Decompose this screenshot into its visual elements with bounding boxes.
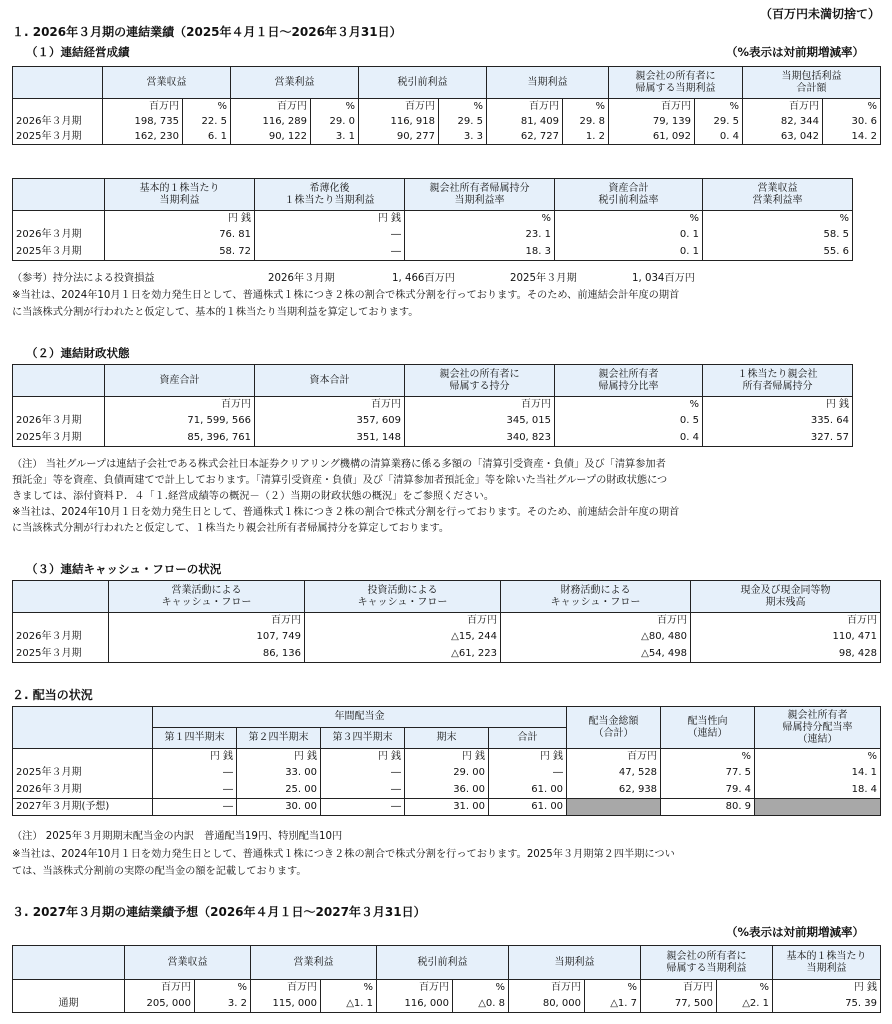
stock-split-note-line: に当該株式分割が行われたと仮定して、基本的１株当たり当期利益を算定しております。: [12, 307, 419, 318]
table-cell: 0. 4: [555, 430, 703, 447]
unit-cell: 百万円: [103, 99, 183, 115]
header-annual-dividends: 年間配当金: [153, 707, 567, 728]
table-cell: △54, 498: [501, 646, 691, 663]
table-cell: 0. 5: [555, 413, 703, 430]
unit-cell: 円 銭: [773, 980, 881, 996]
table-cell: 198, 735: [103, 115, 183, 130]
stock-split-note-line: ては、当該株式分割前の実際の配当金の額を記載しております。: [12, 866, 307, 877]
row-label: 2026年３月期: [13, 782, 153, 799]
financial-position-note-line: きましては、添付資料Ｐ．４「１.経営成績等の概況－（２）当期の財政状態の概況」をご参照ください。: [12, 491, 495, 502]
table-cell: 351, 148: [255, 430, 405, 447]
forecast-table: [12, 945, 881, 1013]
row-label: 2027年３月期(予想): [13, 799, 153, 816]
table-cell: 62, 938: [567, 782, 661, 799]
unit-cell: 百万円: [487, 99, 563, 115]
table-cell: 29. 5: [439, 115, 487, 130]
unit-cell: %: [661, 749, 755, 765]
header-doe: 親会社所有者 帰属持分配当率 （連結）: [755, 707, 881, 749]
table-cell: ―: [153, 765, 237, 782]
unit-cell: %: [823, 99, 881, 115]
operating-results-table: [12, 66, 881, 145]
unit-cell: 百万円: [567, 749, 661, 765]
financial-position-note-line: 預託金」等を資産、負債両建てで計上しております。「清算引受資産・負債」及び「清算参加者預託金」等を除いた当社グループの財政状態につ: [12, 475, 668, 486]
header-diluted-eps: 希薄化後 １株当たり当期利益: [255, 179, 405, 211]
header-owners-equity: 親会社の所有者に 帰属する持分: [405, 365, 555, 397]
unit-cell: %: [755, 749, 881, 765]
table-cell: ―: [321, 765, 405, 782]
equity-method-value-1: 1, 466百万円: [392, 273, 455, 284]
section-2-title: ２. 配当の状況: [12, 688, 93, 702]
shaded-cell: [567, 799, 661, 816]
unit-cell: %: [405, 211, 555, 227]
table-row: [13, 996, 881, 1013]
row-label: 2026年３月期: [13, 629, 109, 646]
unit-label-cell: [13, 980, 125, 996]
table-cell: 55. 6: [703, 244, 853, 261]
table-cell: 110, 471: [691, 629, 881, 646]
table-cell: △0. 8: [453, 996, 509, 1013]
table-row: [13, 646, 881, 663]
forecast-percent-note: （%表示は対前期増減率）: [725, 925, 864, 939]
table-cell: 23. 1: [405, 227, 555, 244]
table-cell: 58. 5: [703, 227, 853, 244]
unit-label-cell: [13, 613, 109, 629]
unit-cell: 百万円: [105, 397, 255, 413]
unit-cell: 百万円: [405, 397, 555, 413]
unit-cell: %: [439, 99, 487, 115]
table-cell: 82, 344: [743, 115, 823, 130]
row-label: 2026年３月期: [13, 227, 105, 244]
dividends-table: [12, 706, 881, 816]
operating-results-subtitle: （１）連結経営成績: [26, 45, 130, 59]
header-basic-eps: 基本的１株当たり 当期利益: [105, 179, 255, 211]
unit-cell: 円 銭: [153, 749, 237, 765]
unit-cell: 百万円: [109, 613, 305, 629]
unit-cell: 円 銭: [321, 749, 405, 765]
table-cell: 80. 9: [661, 799, 755, 816]
unit-cell: %: [717, 980, 773, 996]
table-cell: 61. 00: [489, 799, 567, 816]
unit-cell: 百万円: [691, 613, 881, 629]
table-cell: △1. 1: [321, 996, 377, 1013]
unit-cell: 円 銭: [255, 211, 405, 227]
header-roa: 資産合計 税引前利益率: [555, 179, 703, 211]
equity-method-year-2: 2025年３月期: [510, 273, 577, 284]
table-cell: 47, 528: [567, 765, 661, 782]
table-cell: 327. 57: [703, 430, 853, 447]
corner-cell: [13, 581, 109, 613]
table-cell: 1. 2: [563, 130, 609, 145]
header-operating-revenue: 営業収益: [125, 946, 251, 980]
unit-cell: 百万円: [305, 613, 501, 629]
header-equity-per-share: １株当たり親会社 所有者帰属持分: [703, 365, 853, 397]
table-cell: 98, 428: [691, 646, 881, 663]
table-cell: 18. 3: [405, 244, 555, 261]
table-cell: ―: [153, 799, 237, 816]
stock-split-note-line: ※当社は、2024年10月１日を効力発生日として、普通株式１株につき２株の割合で株式分割を行っております。2025年３月期第２四半期につい: [12, 849, 675, 860]
table-cell: 79. 4: [661, 782, 755, 799]
stock-split-note-line: ※当社は、2024年10月１日を効力発生日として、普通株式１株につき２株の割合で株式分割を行っております。そのため、前連結会計年度の期首: [12, 290, 680, 301]
rounding-note: （百万円未満切捨て）: [759, 7, 880, 21]
table-row: [13, 765, 881, 782]
table-cell: 90, 277: [359, 130, 439, 145]
header-operating-income: 営業利益: [251, 946, 377, 980]
row-label: 2025年３月期: [13, 244, 105, 261]
table-cell: 22. 5: [183, 115, 231, 130]
table-cell: ―: [321, 799, 405, 816]
table-cell: 107, 749: [109, 629, 305, 646]
unit-cell: 百万円: [359, 99, 439, 115]
table-cell: 71, 599, 566: [105, 413, 255, 430]
table-cell: ―: [255, 227, 405, 244]
unit-cell: %: [695, 99, 743, 115]
corner-cell: [13, 707, 153, 749]
table-cell: ―: [321, 782, 405, 799]
table-cell: 340, 823: [405, 430, 555, 447]
table-cell: △1. 7: [585, 996, 641, 1013]
unit-cell: %: [195, 980, 251, 996]
unit-cell: 円 銭: [703, 397, 853, 413]
row-label: 2025年３月期: [13, 430, 105, 447]
equity-method-label: （参考）持分法による投資損益: [12, 273, 155, 284]
table-cell: 29. 00: [405, 765, 489, 782]
table-cell: 36. 00: [405, 782, 489, 799]
table-cell: 116, 289: [231, 115, 311, 130]
per-share-ratios-table: [12, 178, 853, 261]
row-label: 2026年３月期: [13, 115, 103, 130]
unit-cell: 円 銭: [405, 749, 489, 765]
unit-cell: %: [585, 980, 641, 996]
table-cell: ―: [153, 782, 237, 799]
unit-cell: %: [321, 980, 377, 996]
shaded-cell: [755, 799, 881, 816]
unit-cell: 百万円: [125, 980, 195, 996]
header-comprehensive-income: 当期包括利益 合計額: [743, 67, 881, 99]
table-cell: 345, 015: [405, 413, 555, 430]
stock-split-note-line: に当該株式分割が行われたと仮定して、１株当たり親会社所有者帰属持分を算定しております。: [12, 523, 450, 534]
unit-label-cell: [13, 211, 105, 227]
table-cell: 335. 64: [703, 413, 853, 430]
header-basic-eps: 基本的１株当たり 当期利益: [773, 946, 881, 980]
unit-cell: %: [311, 99, 359, 115]
equity-method-value-2: 1, 034百万円: [632, 273, 695, 284]
table-row: [13, 782, 881, 799]
unit-label-cell: [13, 749, 153, 765]
percent-change-note: （%表示は対前期増減率）: [725, 45, 864, 59]
table-cell: ―: [255, 244, 405, 261]
unit-cell: 百万円: [251, 980, 321, 996]
table-cell: 0. 4: [695, 130, 743, 145]
table-cell: 3. 1: [311, 130, 359, 145]
table-cell: 58. 72: [105, 244, 255, 261]
table-cell: 30. 6: [823, 115, 881, 130]
table-row: [13, 227, 853, 244]
row-label: 2025年３月期: [13, 765, 153, 782]
cash-flow-subtitle: （３）連結キャッシュ・フローの状況: [26, 562, 222, 576]
table-cell: 205, 000: [125, 996, 195, 1013]
table-cell: 14. 1: [755, 765, 881, 782]
table-row: [13, 430, 853, 447]
header-total-equity: 資本合計: [255, 365, 405, 397]
header-operating-cf: 営業活動による キャッシュ・フロー: [109, 581, 305, 613]
corner-cell: [13, 365, 105, 397]
unit-cell: %: [703, 211, 853, 227]
table-cell: 61, 092: [609, 130, 695, 145]
header-owners-income: 親会社の所有者に 帰属する当期利益: [609, 67, 743, 99]
table-cell: 29. 8: [563, 115, 609, 130]
unit-cell: 円 銭: [489, 749, 567, 765]
unit-cell: 百万円: [743, 99, 823, 115]
table-row: [13, 629, 881, 646]
header-financing-cf: 財務活動による キャッシュ・フロー: [501, 581, 691, 613]
table-row: [13, 799, 881, 816]
header-cash-balance: 現金及び現金同等物 期末残高: [691, 581, 881, 613]
table-cell: 29. 5: [695, 115, 743, 130]
row-label: 2025年３月期: [13, 130, 103, 145]
table-row: [13, 130, 881, 145]
table-cell: 116, 918: [359, 115, 439, 130]
table-cell: 29. 0: [311, 115, 359, 130]
header-total-assets: 資産合計: [105, 365, 255, 397]
row-label: 2026年３月期: [13, 413, 105, 430]
cash-flow-table: [12, 580, 881, 663]
table-cell: 14. 2: [823, 130, 881, 145]
table-cell: 79, 139: [609, 115, 695, 130]
unit-cell: %: [183, 99, 231, 115]
financial-position-note-line: （注） 当社グループは連結子会社である株式会社日本証券クリアリング機構の清算業務に係る多額の「清算引受資産・負債」及び「清算参加者: [12, 459, 666, 470]
table-cell: 81, 409: [487, 115, 563, 130]
table-cell: 85, 396, 761: [105, 430, 255, 447]
header-operating-revenue: 営業収益: [103, 67, 231, 99]
unit-cell: 百万円: [377, 980, 453, 996]
table-cell: 80, 000: [509, 996, 585, 1013]
dividend-note-line: （注） 2025年３月期期末配当金の内訳 普通配当19円、特別配当10円: [12, 831, 343, 842]
unit-label-cell: [13, 99, 103, 115]
row-label: 通期: [13, 996, 125, 1013]
unit-cell: 百万円: [255, 397, 405, 413]
header-q1-end: 第１四半期末: [153, 728, 237, 749]
table-cell: △61, 223: [305, 646, 501, 663]
unit-cell: 百万円: [641, 980, 717, 996]
corner-cell: [13, 946, 125, 980]
table-row: [13, 413, 853, 430]
unit-cell: 百万円: [509, 980, 585, 996]
header-q2-end: 第２四半期末: [237, 728, 321, 749]
table-cell: 31. 00: [405, 799, 489, 816]
table-cell: ―: [489, 765, 567, 782]
header-pretax-income: 税引前利益: [377, 946, 509, 980]
table-cell: 116, 000: [377, 996, 453, 1013]
table-cell: 61. 00: [489, 782, 567, 799]
header-net-income: 当期利益: [509, 946, 641, 980]
table-cell: 3. 2: [195, 996, 251, 1013]
header-operating-margin: 営業収益 営業利益率: [703, 179, 853, 211]
header-net-income: 当期利益: [487, 67, 609, 99]
financial-position-table: [12, 364, 853, 447]
table-cell: 63, 042: [743, 130, 823, 145]
table-cell: 18. 4: [755, 782, 881, 799]
section-1-title: １. 2026年３月期の連結業績（2025年４月１日～2026年３月31日）: [12, 25, 402, 39]
stock-split-note-line: ※当社は、2024年10月１日を効力発生日として、普通株式１株につき２株の割合で株式分割を行っております。そのため、前連結会計年度の期首: [12, 507, 680, 518]
unit-cell: 円 銭: [105, 211, 255, 227]
table-cell: 0. 1: [555, 227, 703, 244]
table-cell: △2. 1: [717, 996, 773, 1013]
unit-cell: %: [453, 980, 509, 996]
table-cell: 75. 39: [773, 996, 881, 1013]
unit-cell: 円 銭: [237, 749, 321, 765]
table-row: [13, 244, 853, 261]
financial-position-subtitle: （２）連結財政状態: [26, 346, 130, 360]
table-cell: △80, 480: [501, 629, 691, 646]
table-cell: 6. 1: [183, 130, 231, 145]
table-cell: △15, 244: [305, 629, 501, 646]
corner-cell: [13, 179, 105, 211]
table-cell: 76. 81: [105, 227, 255, 244]
header-operating-income: 営業利益: [231, 67, 359, 99]
unit-cell: 百万円: [609, 99, 695, 115]
table-cell: 77. 5: [661, 765, 755, 782]
table-cell: 30. 00: [237, 799, 321, 816]
header-total-dividends: 配当金総額 （合計）: [567, 707, 661, 749]
table-cell: 86, 136: [109, 646, 305, 663]
equity-method-year-1: 2026年３月期: [268, 273, 335, 284]
row-label: 2025年３月期: [13, 646, 109, 663]
table-cell: 77, 500: [641, 996, 717, 1013]
unit-cell: %: [563, 99, 609, 115]
table-row: [13, 115, 881, 130]
table-cell: 162, 230: [103, 130, 183, 145]
table-cell: 0. 1: [555, 244, 703, 261]
unit-cell: %: [555, 397, 703, 413]
header-investing-cf: 投資活動による キャッシュ・フロー: [305, 581, 501, 613]
table-cell: 25. 00: [237, 782, 321, 799]
header-payout-ratio: 配当性向 （連結）: [661, 707, 755, 749]
corner-cell: [13, 67, 103, 99]
table-cell: 62, 727: [487, 130, 563, 145]
header-pretax-income: 税引前利益: [359, 67, 487, 99]
unit-cell: %: [555, 211, 703, 227]
header-owners-income: 親会社の所有者に 帰属する当期利益: [641, 946, 773, 980]
table-cell: 357, 609: [255, 413, 405, 430]
header-total: 合計: [489, 728, 567, 749]
header-equity-ratio: 親会社所有者 帰属持分比率: [555, 365, 703, 397]
unit-cell: 百万円: [501, 613, 691, 629]
header-year-end: 期末: [405, 728, 489, 749]
header-roe: 親会社所有者帰属持分 当期利益率: [405, 179, 555, 211]
header-q3-end: 第３四半期末: [321, 728, 405, 749]
table-cell: 115, 000: [251, 996, 321, 1013]
table-cell: 90, 122: [231, 130, 311, 145]
unit-label-cell: [13, 397, 105, 413]
unit-cell: 百万円: [231, 99, 311, 115]
section-3-title: ３. 2027年３月期の連結業績予想（2026年４月１日～2027年３月31日）: [12, 905, 426, 919]
table-cell: 33. 00: [237, 765, 321, 782]
table-cell: 3. 3: [439, 130, 487, 145]
